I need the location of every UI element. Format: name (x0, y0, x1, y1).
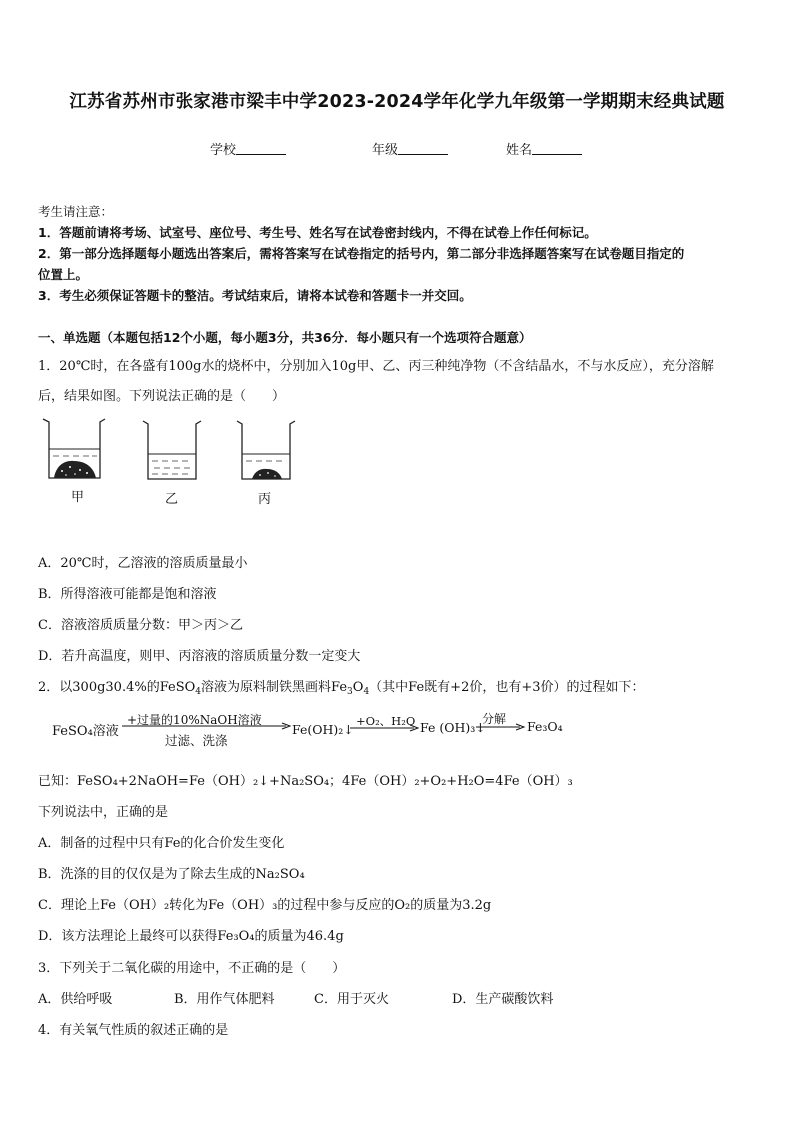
beaker-jia-image (40, 416, 108, 482)
q2-option-c[interactable]: C．理论上Fe（OH）₂转化为Fe（OH）₃的过程中参与反应的O₂的质量为3.2g (38, 898, 492, 913)
q3-option-b[interactable]: B．用作气体肥料 (174, 992, 275, 1007)
flow-step2-reagent: +O₂、H₂O (356, 714, 416, 728)
notice-item-2-cont: 位置上。 (38, 267, 89, 282)
q2-option-d[interactable]: D．该方法理论上最终可以获得Fe₃O₄的质量为46.4g (38, 929, 344, 944)
name-blank[interactable] (532, 142, 582, 155)
q1-option-a[interactable]: A．20℃时，乙溶液的溶质质量最小 (38, 556, 248, 571)
flow-mid1: Fe(OH)₂↓ (292, 722, 354, 737)
q2-option-b[interactable]: B．洗涤的目的仅仅是为了除去生成的Na₂SO₄ (38, 867, 305, 882)
flow-step3-condition: 分解 (482, 712, 507, 726)
name-label: 姓名 (506, 143, 533, 158)
flow-step1-reagent: +过量的10%NaOH溶液 (127, 713, 262, 727)
beaker-label-yi: 乙 (165, 492, 179, 507)
q3-option-a[interactable]: A．供给呼吸 (38, 992, 113, 1007)
q2-option-a[interactable]: A．制备的过程中只有Fe的化合价发生变化 (38, 836, 285, 851)
q2-stem-part-a: 2．以300g30.4%的FeSO (38, 680, 196, 695)
flow-start: FeSO₄溶液 (52, 724, 119, 739)
beaker-label-jia: 甲 (71, 490, 85, 505)
q4-stem: 4．有关氧气性质的叙述正确的是 (38, 1023, 229, 1038)
q1-option-c[interactable]: C．溶液溶质质量分数：甲＞丙＞乙 (38, 618, 243, 633)
q2-stem-sub-1: 4 (195, 687, 202, 697)
grade-label: 年级 (372, 143, 399, 158)
flow-arrow-3 (476, 722, 526, 732)
grade-field (372, 139, 448, 158)
notice-item-2: 2．第一部分选择题每小题选出答案后，需将答案写在试卷指定的括号内，第二部分非选择题答案写在试卷题目指定的 (38, 246, 685, 261)
name-field (506, 139, 582, 158)
school-blank[interactable] (236, 142, 286, 155)
grade-blank[interactable] (398, 142, 448, 155)
q2-stem-sub-3: 4 (363, 687, 370, 697)
q2-stem-part-d: （其中Fe既有+2价，也有+3价）的过程如下： (369, 680, 645, 695)
q1-option-b[interactable]: B．所得溶液可能都是饱和溶液 (38, 587, 217, 602)
q2-stem-part-c: O (352, 680, 364, 695)
flow-step1-operation: 过滤、洗涤 (165, 733, 228, 748)
flow-end: Fe₃O₄ (527, 719, 563, 734)
q3-option-c[interactable]: C．用于灭火 (314, 992, 389, 1007)
q3-stem: 3．下列关于二氧化碳的用途中，不正确的是（ ） (38, 961, 346, 976)
q1-stem-line2: 后，结果如图。下列说法正确的是（ ） (38, 389, 286, 404)
page-title: 江苏省苏州市张家港市梁丰中学2023-2024学年化学九年级第一学期期末经典试题 (69, 92, 725, 112)
q2-stem (38, 676, 645, 695)
section-heading: 一、单选题（本题包括12个小题，每小题3分，共36分．每小题只有一个选项符合题意） (38, 330, 532, 345)
flow-mid2: Fe (OH)₃↓ (420, 720, 486, 735)
notice-heading: 考生请注意： (38, 204, 114, 219)
q1-stem-line1: 1．20℃时，在各盛有100g水的烧杯中，分别加入10g甲、乙、丙三种纯净物（不含结晶水，不与水反应），充分溶解 (38, 359, 714, 374)
beaker-bing-image (234, 418, 298, 482)
flow-arrow-1 (122, 721, 292, 731)
beaker-yi-image (140, 418, 204, 482)
q1-option-d[interactable]: D．若升高温度，则甲、丙溶液的溶质质量分数一定变大 (38, 649, 361, 664)
notice-item-1: 1．答题前请将考场、试室号、座位号、考生号、姓名写在试卷密封线内，不得在试卷上作任何标记。 (38, 225, 597, 240)
q2-known-equations: 已知：FeSO₄+2NaOH=Fe（OH）₂↓+Na₂SO₄；4Fe（OH）₂+O₂+H₂O=4Fe（OH）₃ (38, 774, 573, 789)
q3-option-d[interactable]: D．生产碳酸饮料 (452, 992, 554, 1007)
school-field (210, 139, 286, 158)
beaker-label-bing: 丙 (258, 492, 272, 507)
school-label: 学校 (210, 143, 237, 158)
notice-item-3: 3．考生必须保证答题卡的整洁。考试结束后，请将本试卷和答题卡一并交回。 (38, 288, 472, 303)
q2-stem-part-b: 溶液为原料制铁黑画料Fe (201, 680, 348, 695)
flow-arrow-2 (350, 723, 420, 733)
q2-stem-sub-2: 3 (347, 687, 353, 697)
q2-question: 下列说法中，正确的是 (38, 805, 169, 820)
